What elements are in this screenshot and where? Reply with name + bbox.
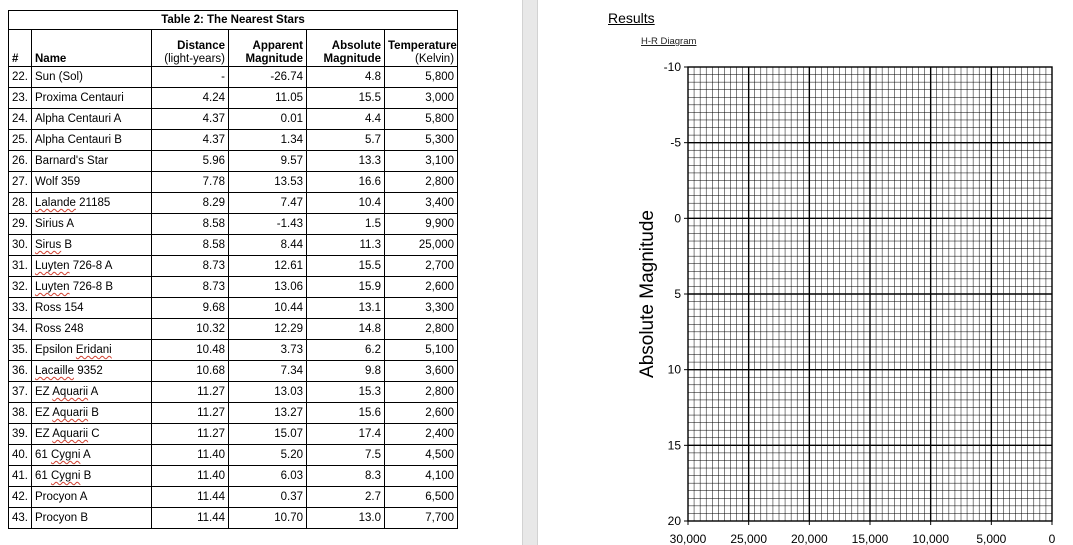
star-distance-cell: 8.58 <box>152 235 229 256</box>
star-distance-cell: 10.48 <box>152 340 229 361</box>
star-num-cell: 23. <box>9 88 32 109</box>
y-tick-label: -5 <box>670 135 681 150</box>
table-row <box>9 466 458 487</box>
star-absolute-cell: 15.5 <box>307 256 385 277</box>
star-num-cell: 31. <box>9 256 32 277</box>
table-row <box>9 193 458 214</box>
table-row <box>9 214 458 235</box>
star-temp-cell: 2,800 <box>385 172 458 193</box>
star-temp-cell: 2,800 <box>385 382 458 403</box>
nearest-stars-table <box>8 10 458 529</box>
star-name-cell: Ross 248 <box>32 319 152 340</box>
star-num-cell: 25. <box>9 130 32 151</box>
star-num-cell: 27. <box>9 172 32 193</box>
star-temp-cell: 9,900 <box>385 214 458 235</box>
star-name-cell: 61 Cygni B <box>32 466 152 487</box>
star-absolute-cell: 4.4 <box>307 109 385 130</box>
star-name-cell: Luyten 726-8 A <box>32 256 152 277</box>
star-apparent-cell: 7.34 <box>229 361 307 382</box>
star-distance-cell: 11.27 <box>152 424 229 445</box>
star-name-cell: 61 Cygni A <box>32 445 152 466</box>
chart-title: H-R Diagram <box>641 36 697 47</box>
y-tick-label: 0 <box>674 211 681 226</box>
star-name-cell: Alpha Centauri B <box>32 130 152 151</box>
header-apparent-magnitude: Apparent Magnitude <box>229 30 307 67</box>
star-temp-cell: 3,300 <box>385 298 458 319</box>
star-name-cell: Sirius A <box>32 214 152 235</box>
x-tick-label: 5,000 <box>976 532 1007 545</box>
star-apparent-cell: 0.37 <box>229 487 307 508</box>
table-row <box>9 172 458 193</box>
star-absolute-cell: 13.0 <box>307 508 385 529</box>
page-gutter <box>522 0 538 545</box>
header-temperature: Temperature (Kelvin) <box>385 30 458 67</box>
star-distance-cell: 9.68 <box>152 298 229 319</box>
star-apparent-cell: 1.34 <box>229 130 307 151</box>
star-distance-cell: 4.37 <box>152 109 229 130</box>
star-absolute-cell: 17.4 <box>307 424 385 445</box>
star-absolute-cell: 15.3 <box>307 382 385 403</box>
star-distance-cell: 11.40 <box>152 466 229 487</box>
star-num-cell: 38. <box>9 403 32 424</box>
y-tick-label: 5 <box>674 287 681 301</box>
star-distance-cell: 4.24 <box>152 88 229 109</box>
header-absolute-magnitude: Absolute Magnitude <box>307 30 385 67</box>
y-tick-label: 10 <box>667 362 681 377</box>
table-row <box>9 130 458 151</box>
table-row <box>9 235 458 256</box>
star-num-cell: 40. <box>9 445 32 466</box>
star-distance-cell: 11.27 <box>152 403 229 424</box>
star-num-cell: 37. <box>9 382 32 403</box>
star-distance-cell: 4.37 <box>152 130 229 151</box>
star-distance-cell: 10.68 <box>152 361 229 382</box>
star-distance-cell: 8.73 <box>152 256 229 277</box>
star-name-cell: Proxima Centauri <box>32 88 152 109</box>
star-temp-cell: 3,000 <box>385 88 458 109</box>
star-absolute-cell: 8.3 <box>307 466 385 487</box>
star-apparent-cell: 12.29 <box>229 319 307 340</box>
star-temp-cell: 5,100 <box>385 340 458 361</box>
star-temp-cell: 2,700 <box>385 256 458 277</box>
star-distance-cell: 11.27 <box>152 382 229 403</box>
y-tick-label: 20 <box>667 514 681 528</box>
star-num-cell: 34. <box>9 319 32 340</box>
star-apparent-cell: 6.03 <box>229 466 307 487</box>
star-name-cell: Sun (Sol) <box>32 67 152 88</box>
star-name-cell: Procyon A <box>32 487 152 508</box>
star-apparent-cell: 13.03 <box>229 382 307 403</box>
star-absolute-cell: 1.5 <box>307 214 385 235</box>
star-num-cell: 41. <box>9 466 32 487</box>
star-distance-cell: 8.73 <box>152 277 229 298</box>
table-row <box>9 424 458 445</box>
star-num-cell: 24. <box>9 109 32 130</box>
star-distance-cell: 8.29 <box>152 193 229 214</box>
star-distance-cell: 5.96 <box>152 151 229 172</box>
star-apparent-cell: 12.61 <box>229 256 307 277</box>
star-num-cell: 28. <box>9 193 32 214</box>
star-apparent-cell: 15.07 <box>229 424 307 445</box>
star-num-cell: 36. <box>9 361 32 382</box>
star-temp-cell: 3,600 <box>385 361 458 382</box>
header-distance: Distance (light-years) <box>152 30 229 67</box>
y-tick-label: -10 <box>663 60 681 74</box>
star-apparent-cell: -26.74 <box>229 67 307 88</box>
star-apparent-cell: 11.05 <box>229 88 307 109</box>
table-row <box>9 403 458 424</box>
table-row <box>9 319 458 340</box>
results-heading: Results <box>608 10 655 26</box>
table-row <box>9 109 458 130</box>
star-temp-cell: 5,800 <box>385 67 458 88</box>
star-temp-cell: 5,300 <box>385 130 458 151</box>
star-absolute-cell: 7.5 <box>307 445 385 466</box>
x-tick-label: 15,000 <box>851 532 889 545</box>
header-name: Name <box>32 30 152 67</box>
star-name-cell: Wolf 359 <box>32 172 152 193</box>
results-page <box>538 0 1073 545</box>
star-name-cell: EZ Aquarii C <box>32 424 152 445</box>
star-temp-cell: 4,100 <box>385 466 458 487</box>
star-num-cell: 22. <box>9 67 32 88</box>
star-num-cell: 29. <box>9 214 32 235</box>
star-temp-cell: 2,400 <box>385 424 458 445</box>
star-absolute-cell: 13.3 <box>307 151 385 172</box>
star-distance-cell: 7.78 <box>152 172 229 193</box>
star-distance-cell: - <box>152 67 229 88</box>
star-absolute-cell: 2.7 <box>307 487 385 508</box>
star-apparent-cell: 13.06 <box>229 277 307 298</box>
table-row <box>9 298 458 319</box>
star-num-cell: 32. <box>9 277 32 298</box>
star-name-cell: Ross 154 <box>32 298 152 319</box>
star-name-cell: Alpha Centauri A <box>32 109 152 130</box>
star-absolute-cell: 9.8 <box>307 361 385 382</box>
star-temp-cell: 25,000 <box>385 235 458 256</box>
y-axis-label: Absolute Magnitude <box>637 210 658 378</box>
table-caption: Table 2: The Nearest Stars <box>9 11 458 30</box>
star-num-cell: 30. <box>9 235 32 256</box>
table-row <box>9 361 458 382</box>
table-row <box>9 382 458 403</box>
star-num-cell: 26. <box>9 151 32 172</box>
star-apparent-cell: 13.53 <box>229 172 307 193</box>
hr-diagram-grid <box>538 0 1073 545</box>
star-distance-cell: 11.44 <box>152 487 229 508</box>
star-apparent-cell: 13.27 <box>229 403 307 424</box>
star-absolute-cell: 4.8 <box>307 67 385 88</box>
table-row <box>9 256 458 277</box>
star-name-cell: Lacaille 9352 <box>32 361 152 382</box>
table-row <box>9 67 458 88</box>
star-num-cell: 43. <box>9 508 32 529</box>
star-apparent-cell: 10.70 <box>229 508 307 529</box>
table-row <box>9 151 458 172</box>
star-absolute-cell: 16.6 <box>307 172 385 193</box>
star-distance-cell: 11.44 <box>152 508 229 529</box>
x-tick-label: 10,000 <box>912 532 950 545</box>
y-tick-label: 15 <box>667 438 681 453</box>
star-name-cell: Luyten 726-8 B <box>32 277 152 298</box>
star-table-page <box>0 0 522 545</box>
star-absolute-cell: 14.8 <box>307 319 385 340</box>
star-temp-cell: 3,400 <box>385 193 458 214</box>
star-temp-cell: 2,800 <box>385 319 458 340</box>
star-name-cell: EZ Aquarii B <box>32 403 152 424</box>
star-absolute-cell: 11.3 <box>307 235 385 256</box>
table-row <box>9 487 458 508</box>
star-distance-cell: 11.40 <box>152 445 229 466</box>
x-tick-label: 0 <box>1048 532 1056 545</box>
star-temp-cell: 4,500 <box>385 445 458 466</box>
star-name-cell: Procyon B <box>32 508 152 529</box>
table-row <box>9 277 458 298</box>
star-absolute-cell: 5.7 <box>307 130 385 151</box>
star-absolute-cell: 13.1 <box>307 298 385 319</box>
star-apparent-cell: -1.43 <box>229 214 307 235</box>
star-apparent-cell: 10.44 <box>229 298 307 319</box>
star-absolute-cell: 15.5 <box>307 88 385 109</box>
star-name-cell: Epsilon Eridani <box>32 340 152 361</box>
table-row <box>9 340 458 361</box>
star-temp-cell: 5,800 <box>385 109 458 130</box>
star-name-cell: EZ Aquarii A <box>32 382 152 403</box>
star-name-cell: Lalande 21185 <box>32 193 152 214</box>
star-num-cell: 33. <box>9 298 32 319</box>
star-temp-cell: 2,600 <box>385 403 458 424</box>
star-num-cell: 39. <box>9 424 32 445</box>
star-temp-cell: 2,600 <box>385 277 458 298</box>
star-name-cell: Barnard's Star <box>32 151 152 172</box>
star-absolute-cell: 15.9 <box>307 277 385 298</box>
star-apparent-cell: 9.57 <box>229 151 307 172</box>
table-row <box>9 88 458 109</box>
star-num-cell: 42. <box>9 487 32 508</box>
star-num-cell: 35. <box>9 340 32 361</box>
x-tick-label: 30,000 <box>669 532 707 545</box>
star-absolute-cell: 10.4 <box>307 193 385 214</box>
x-tick-label: 25,000 <box>730 532 768 545</box>
star-apparent-cell: 0.01 <box>229 109 307 130</box>
star-temp-cell: 7,700 <box>385 508 458 529</box>
star-distance-cell: 8.58 <box>152 214 229 235</box>
table-row <box>9 445 458 466</box>
header-number: # <box>9 30 32 67</box>
star-name-cell: Sirus B <box>32 235 152 256</box>
star-apparent-cell: 8.44 <box>229 235 307 256</box>
star-apparent-cell: 7.47 <box>229 193 307 214</box>
star-absolute-cell: 15.6 <box>307 403 385 424</box>
star-apparent-cell: 3.73 <box>229 340 307 361</box>
star-temp-cell: 6,500 <box>385 487 458 508</box>
x-tick-label: 20,000 <box>790 532 828 545</box>
star-temp-cell: 3,100 <box>385 151 458 172</box>
star-apparent-cell: 5.20 <box>229 445 307 466</box>
star-distance-cell: 10.32 <box>152 319 229 340</box>
star-absolute-cell: 6.2 <box>307 340 385 361</box>
table-row <box>9 508 458 529</box>
